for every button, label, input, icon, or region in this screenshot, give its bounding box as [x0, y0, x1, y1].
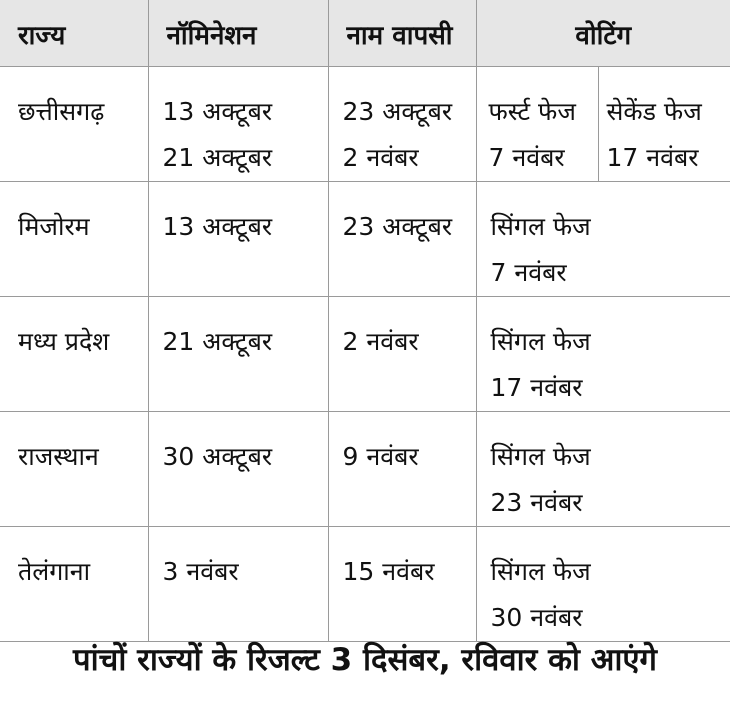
state-name: राजस्थान: [18, 441, 99, 471]
table-row: [0, 66, 730, 181]
withdrawal-cell: [328, 411, 476, 526]
nomination-date: 3 नवंबर: [162, 556, 239, 586]
withdrawal-date: 2 नवंबर: [342, 326, 419, 356]
voting-cell: [476, 181, 730, 296]
nomination-date: 30 अक्टूबर: [162, 441, 273, 471]
voting-phase: सिंगल फेज: [490, 556, 591, 586]
state-cell: [0, 66, 148, 181]
voting-date: 23 नवंबर: [490, 487, 583, 517]
table-row: [0, 181, 730, 296]
withdrawal-date: 23 अक्टूबर: [342, 96, 453, 126]
nomination-cell: [148, 181, 328, 296]
nomination-date: 21 अक्टूबर: [162, 142, 273, 172]
header-row: [0, 0, 730, 66]
withdrawal-cell: [328, 296, 476, 411]
voting-cell: [476, 411, 730, 526]
withdrawal-date: 23 अक्टूबर: [342, 211, 453, 241]
voting-first-phase-cell: [476, 66, 598, 181]
withdrawal-date: 9 नवंबर: [342, 441, 419, 471]
withdrawal-date: 2 नवंबर: [342, 142, 419, 172]
header-withdrawal: नाम वापसी: [328, 0, 476, 66]
state-cell: [0, 296, 148, 411]
voting-second-phase-cell: [598, 66, 730, 181]
withdrawal-cell: [328, 66, 476, 181]
voting-date: 30 नवंबर: [490, 602, 583, 632]
header-voting: वोटिंग: [476, 0, 730, 66]
state-name: मध्य प्रदेश: [18, 326, 110, 356]
voting-phase: फर्स्ट फेज: [488, 96, 576, 126]
nomination-cell: [148, 296, 328, 411]
nomination-date: 21 अक्टूबर: [162, 326, 273, 356]
voting-date: 7 नवंबर: [490, 257, 567, 287]
results-footer-note: पांचों राज्यों के रिजल्ट 3 दिसंबर, रविवार को आएंगे: [73, 642, 657, 678]
nomination-cell: [148, 66, 328, 181]
voting-cell: [476, 296, 730, 411]
table-row: [0, 411, 730, 526]
voting-phase: सिंगल फेज: [490, 326, 591, 356]
voting-date: 7 नवंबर: [488, 142, 565, 172]
withdrawal-cell: [328, 181, 476, 296]
voting-date: 17 नवंबर: [490, 372, 583, 402]
state-cell: [0, 181, 148, 296]
voting-phase: सिंगल फेज: [490, 211, 591, 241]
header-state: राज्य: [0, 0, 148, 66]
header-nomination: नॉमिनेशन: [148, 0, 328, 66]
state-name: छत्तीसगढ़: [18, 96, 105, 126]
nomination-cell: [148, 411, 328, 526]
table-row: [0, 296, 730, 411]
voting-phase: सेकेंड फेज: [606, 96, 702, 126]
nomination-date: 13 अक्टूबर: [162, 211, 273, 241]
voting-date: 17 नवंबर: [606, 142, 699, 172]
state-cell: [0, 411, 148, 526]
voting-phase: सिंगल फेज: [490, 441, 591, 471]
nomination-date: 13 अक्टूबर: [162, 96, 273, 126]
state-name: तेलंगाना: [18, 556, 91, 586]
withdrawal-date: 15 नवंबर: [342, 556, 435, 586]
state-name: मिजोरम: [18, 211, 90, 241]
